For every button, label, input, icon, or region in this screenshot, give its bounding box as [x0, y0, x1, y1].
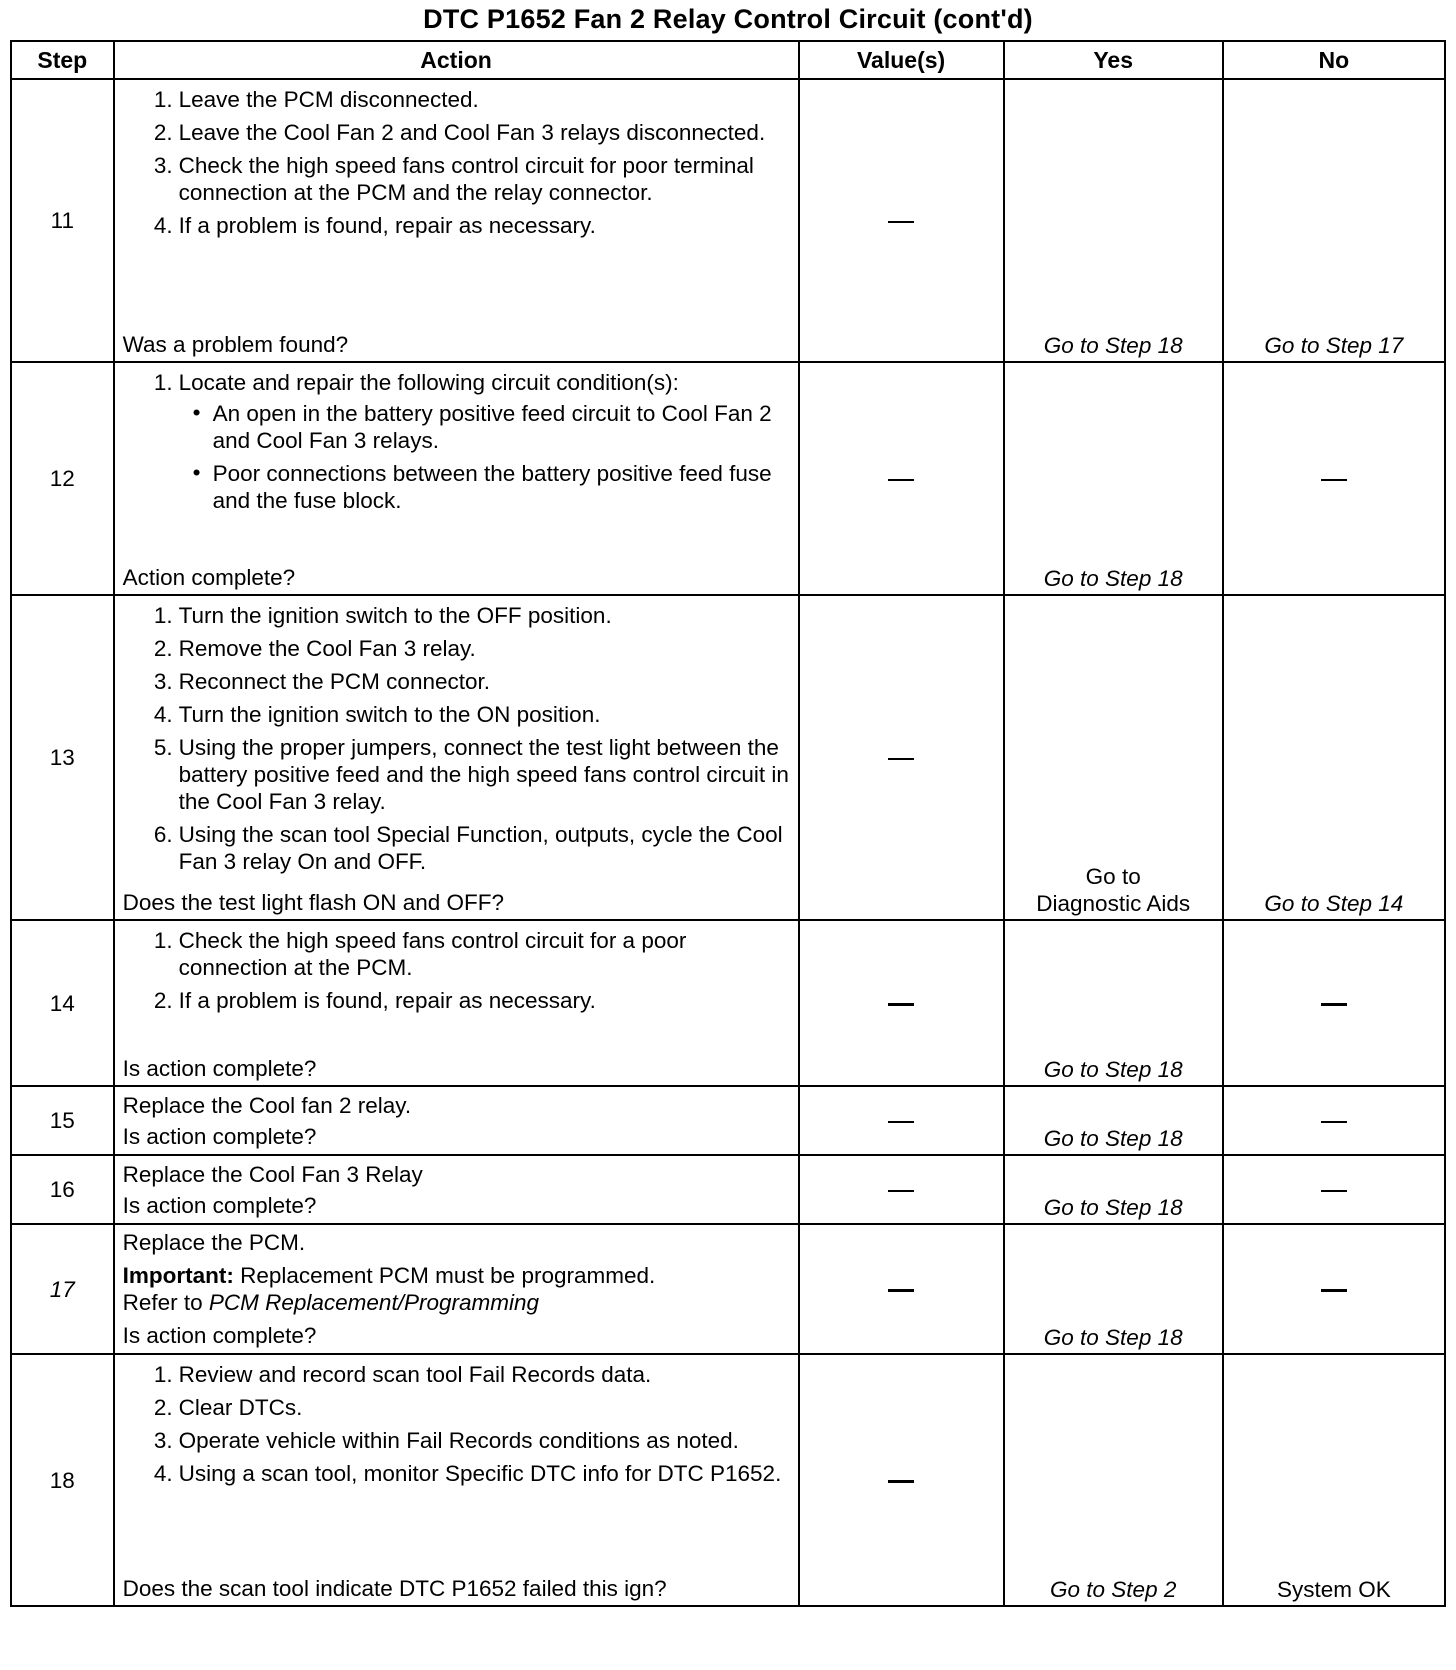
- header-no: No: [1223, 41, 1445, 79]
- action-item: 4. Turn the ignition switch to the ON position.: [153, 702, 601, 727]
- value-cell: [799, 79, 1004, 362]
- yes-cell: Go to Step 18: [1004, 362, 1223, 595]
- action-question: Is action complete?: [122, 1323, 317, 1348]
- value-cell: [799, 1224, 1004, 1354]
- bullet-item: • Poor connections between the battery positive feed fuse and the fuse block.: [213, 460, 790, 514]
- no-cell: [1223, 920, 1445, 1086]
- table-row: [11, 920, 1445, 1086]
- step-number: 13: [11, 595, 114, 920]
- dash: [888, 1289, 914, 1292]
- refer-link: PCM Replacement/Programming: [208, 1290, 539, 1315]
- action-question: Is action complete?: [122, 1056, 317, 1081]
- no-cell: Go to Step 17: [1223, 79, 1445, 362]
- no-cell: [1223, 1086, 1445, 1155]
- important-note: Important: Replacement PCM must be programmed.: [122, 1263, 656, 1288]
- header-yes: Yes: [1004, 41, 1223, 79]
- dash: [888, 1121, 914, 1124]
- yes-cell: Go to Diagnostic Aids: [1004, 595, 1223, 920]
- step-number: 12: [11, 362, 114, 595]
- no-cell: System OK: [1223, 1354, 1445, 1606]
- action-item: 1. Check the high speed fans control circuit for a poor connection at the PCM.: [153, 928, 687, 980]
- action-item: 5. Using the proper jumpers, connect the test light between the battery positive feed and the high speed fans control circuit in the Cool Fan 3 relay.: [153, 735, 789, 814]
- refer-note: Refer to PCM Replacement/Programming: [122, 1290, 539, 1315]
- dash: [1321, 1121, 1347, 1124]
- header-action: Action: [114, 41, 799, 79]
- dash: [1321, 479, 1347, 482]
- action-item: 3. Reconnect the PCM connector.: [153, 669, 490, 694]
- action-text: Replace the PCM.: [122, 1230, 306, 1255]
- header-row: [11, 41, 1445, 79]
- bullet-item: • An open in the battery positive feed circuit to Cool Fan 2 and Cool Fan 3 relays.: [213, 400, 790, 454]
- action-question: Does the scan tool indicate DTC P1652 failed this ign?: [122, 1576, 667, 1601]
- value-cell: [799, 595, 1004, 920]
- action-item: 2. Clear DTCs.: [153, 1395, 303, 1420]
- action-text: Replace the Cool Fan 3 Relay: [122, 1161, 423, 1187]
- value-cell: [799, 920, 1004, 1086]
- dash: [888, 1480, 914, 1483]
- dash: [888, 479, 914, 482]
- no-cell: Go to Step 14: [1223, 595, 1445, 920]
- no-cell: [1223, 1155, 1445, 1224]
- yes-cell: Go to Step 18: [1004, 1086, 1223, 1155]
- no-cell: [1223, 1224, 1445, 1354]
- dash: [888, 758, 914, 761]
- action-question: Action complete?: [122, 565, 296, 590]
- value-cell: [799, 362, 1004, 595]
- value-cell: [799, 1354, 1004, 1606]
- action-item: 2. Remove the Cool Fan 3 relay.: [153, 636, 476, 661]
- action-cell: [114, 1086, 799, 1155]
- step-number: 18: [11, 1354, 114, 1606]
- value-cell: [799, 1086, 1004, 1155]
- action-item: 2. Leave the Cool Fan 2 and Cool Fan 3 relays disconnected.: [153, 120, 766, 145]
- action-item: 6. Using the scan tool Special Function, outputs, cycle the Cool Fan 3 relay On and OFF.: [153, 822, 783, 874]
- dash: [888, 221, 914, 224]
- action-cell: [114, 362, 799, 595]
- page-title: DTC P1652 Fan 2 Relay Control Circuit (cont'd): [423, 4, 1033, 34]
- action-question: Was a problem found?: [122, 332, 349, 357]
- header-step: Step: [11, 41, 114, 79]
- action-question: Does the test light flash ON and OFF?: [122, 890, 505, 915]
- action-item: 2. If a problem is found, repair as necessary.: [153, 988, 596, 1013]
- action-question: Is action complete?: [122, 1192, 317, 1218]
- action-item: 1. Locate and repair the following circuit condition(s): • An open in the battery positive feed circuit to Cool Fan 2 and Cool Fan 3 relays. • Poor connections between the battery positive feed fuse and the fuse block.: [179, 369, 790, 514]
- action-item: 1. Turn the ignition switch to the OFF position.: [153, 603, 612, 628]
- action-cell: [114, 1354, 799, 1606]
- step-number: 16: [11, 1155, 114, 1224]
- step-number: 11: [11, 79, 114, 362]
- action-cell: [114, 1155, 799, 1224]
- yes-cell: Go to Step 18: [1004, 920, 1223, 1086]
- diagnostic-table: [10, 40, 1446, 1607]
- table-row: [11, 1224, 1445, 1354]
- action-item: 3. Operate vehicle within Fail Records conditions as noted.: [153, 1428, 739, 1453]
- action-item: 1. Leave the PCM disconnected.: [153, 87, 479, 112]
- action-item: 4. Using a scan tool, monitor Specific DTC info for DTC P1652.: [153, 1461, 782, 1486]
- action-item: 4. If a problem is found, repair as necessary.: [153, 213, 596, 238]
- step-number: 14: [11, 920, 114, 1086]
- action-text: Replace the Cool fan 2 relay.: [122, 1092, 412, 1118]
- table-row: [11, 1086, 1445, 1155]
- table-row: [11, 1354, 1445, 1606]
- value-cell: [799, 1155, 1004, 1224]
- action-question: Is action complete?: [122, 1123, 317, 1149]
- table-row: [11, 362, 1445, 595]
- yes-cell: Go to Step 18: [1004, 1224, 1223, 1354]
- header-values: Value(s): [799, 41, 1004, 79]
- action-item: 1. Review and record scan tool Fail Records data.: [153, 1362, 652, 1387]
- yes-cell: Go to Step 18: [1004, 79, 1223, 362]
- no-cell: [1223, 362, 1445, 595]
- dash: [888, 1003, 914, 1006]
- table-row: [11, 79, 1445, 362]
- yes-cell: Go to Step 18: [1004, 1155, 1223, 1224]
- action-item: 3. Check the high speed fans control circuit for poor terminal connection at the PCM and the relay connector.: [153, 153, 754, 205]
- dash: [888, 1190, 914, 1193]
- dash: [1321, 1289, 1347, 1292]
- table-row: [11, 1155, 1445, 1224]
- action-cell: [114, 79, 799, 362]
- action-cell: [114, 595, 799, 920]
- dash: [1321, 1190, 1347, 1193]
- action-cell: [114, 920, 799, 1086]
- step-number: 15: [11, 1086, 114, 1155]
- step-number: 17: [11, 1224, 114, 1354]
- yes-cell: Go to Step 2: [1004, 1354, 1223, 1606]
- dash: [1321, 1003, 1347, 1006]
- table-row: [11, 595, 1445, 920]
- action-cell: [114, 1224, 799, 1354]
